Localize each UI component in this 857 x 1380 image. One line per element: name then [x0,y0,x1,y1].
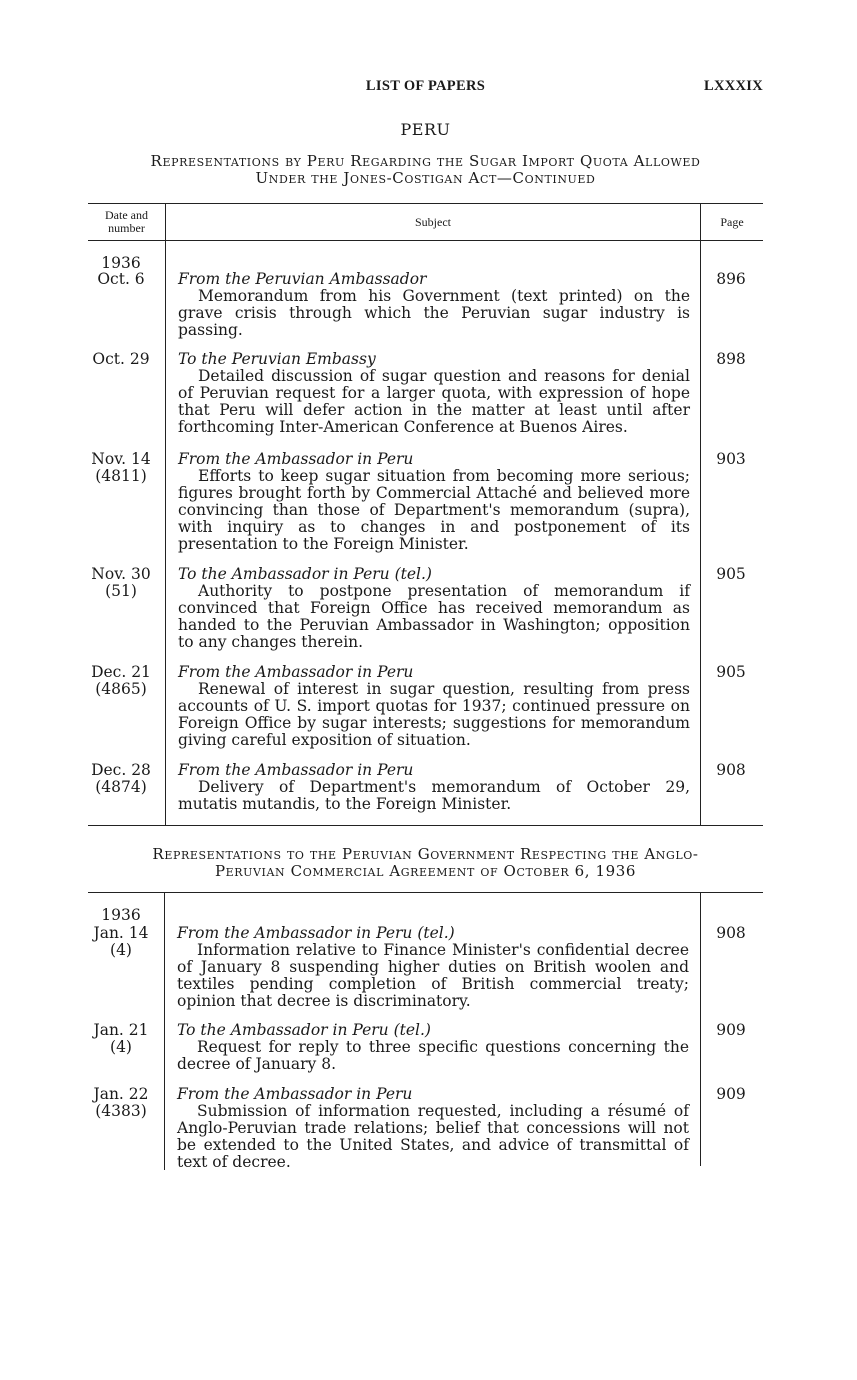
entry-summary: Authority to postpone presentation of memorandum if convinced that Foreign Office has received memorandum as handed to the Peruvian Ambassador in Washington; opposition to any changes therein. [178,582,690,651]
entry-date: Oct. 6 [97,270,145,288]
entry-page: 905 [716,663,746,681]
entry-date: Jan. 14 [93,924,149,942]
entry-date: Nov. 14 [91,450,151,468]
table-bottom-rule [88,825,763,826]
entry-number: (4865) [95,680,147,698]
running-head-title: LIST OF PAPERS [365,78,486,94]
section1-heading [88,153,763,187]
entry-page: 896 [716,270,746,288]
entry-number: (4383) [95,1102,147,1120]
table-top-rule [88,203,763,204]
entry-heading: From the Peruvian Ambassador [178,270,427,288]
entry-number: (4) [110,941,132,959]
entry-heading: To the Ambassador in Peru (tel.) [178,565,432,583]
entry-summary: Delivery of Department's memorandum of October 29, mutatis mutandis, to the Foreign Minister. [178,778,690,813]
section2-heading-line1: Representations to the Peruvian Government Respecting the Anglo- [152,845,699,863]
column-header-date: Date and number [105,208,148,235]
section2-heading [88,846,763,880]
entry-number: (51) [105,582,137,600]
year-label: 1936 [101,254,141,272]
entry-number: (4) [110,1038,132,1056]
country-heading: PERU [400,120,451,139]
running-head [88,78,763,100]
entry-date: Jan. 22 [93,1085,149,1103]
column-header-subject: Subject [415,215,451,229]
column-divider-date [165,203,166,825]
entry-summary: Submission of information requested, including a résumé of Anglo-Peruvian trade relations; belief that concessions will not be extended to the United States, and advice of transmittal of text of decree. [177,1102,689,1171]
entry-page: 908 [716,924,746,942]
entry-heading: From the Ambassador in Peru [178,450,414,468]
entry-date: Dec. 21 [91,663,151,681]
entry-summary: Memorandum from his Government (text printed) on the grave crisis through which the Peruvian sugar industry is passing. [178,287,690,339]
entry-page: 905 [716,565,746,583]
entry-summary: Detailed discussion of sugar question and reasons for denial of Peruvian request for a larger quota, with expression of hope that Peru will defer action in the matter at least until after forthcoming Inter-American Conference at Buenos Aires. [178,367,690,436]
column-divider-date [164,892,165,1170]
entry-heading: From the Ambassador in Peru [178,663,414,681]
section1-heading-line1: Representations by Peru Regarding the Sugar Import Quota Allowed [150,152,701,170]
entry-page: 909 [716,1085,746,1103]
year-label: 1936 [101,906,141,924]
column-header-page: Page [720,215,744,229]
entry-date: Oct. 29 [92,350,150,368]
page-folio: LXXXIX [704,78,763,94]
entry-page: 908 [716,761,746,779]
entry-summary: Information relative to Finance Minister's confidential decree of January 8 suspending higher duties on British woolen and textiles pending completion of British commercial treaty; opinion that decree is discriminatory. [177,941,689,1010]
entry-summary: Request for reply to three specific questions concerning the decree of January 8. [177,1038,689,1073]
entry-date: Nov. 30 [91,565,151,583]
table-top-rule [88,892,763,893]
entry-number: (4874) [95,778,147,796]
entry-date: Jan. 21 [93,1021,149,1039]
entry-heading: From the Ambassador in Peru [178,761,414,779]
entry-page: 903 [716,450,746,468]
entry-heading: From the Ambassador in Peru [177,1085,413,1103]
entry-heading: To the Ambassador in Peru (tel.) [177,1021,431,1039]
entry-heading: From the Ambassador in Peru (tel.) [177,924,455,942]
section1-heading-line2: Under the Jones-Costigan Act—Continued [255,169,596,187]
column-divider-page [700,203,701,825]
entry-page: 909 [716,1021,746,1039]
entry-date: Dec. 28 [91,761,151,779]
entry-page: 898 [716,350,746,368]
entry-heading: To the Peruvian Embassy [178,350,376,368]
entry-summary: Efforts to keep sugar situation from becoming more serious; figures brought forth by Commercial Attaché and believed more convincing than those of Department's memorandum (supra), with inquiry as to changes in and postponement of its presentation to the Foreign Minister. [178,467,690,553]
table-header-rule [88,240,763,241]
entry-summary: Renewal of interest in sugar question, resulting from press accounts of U. S. import quotas for 1937; continued pressure on Foreign Office by sugar interests; suggestions for memorandum giving careful exposition of situation. [178,680,690,749]
section2-heading-line2: Peruvian Commercial Agreement of October 6, 1936 [214,862,637,880]
entry-number: (4811) [95,467,147,485]
